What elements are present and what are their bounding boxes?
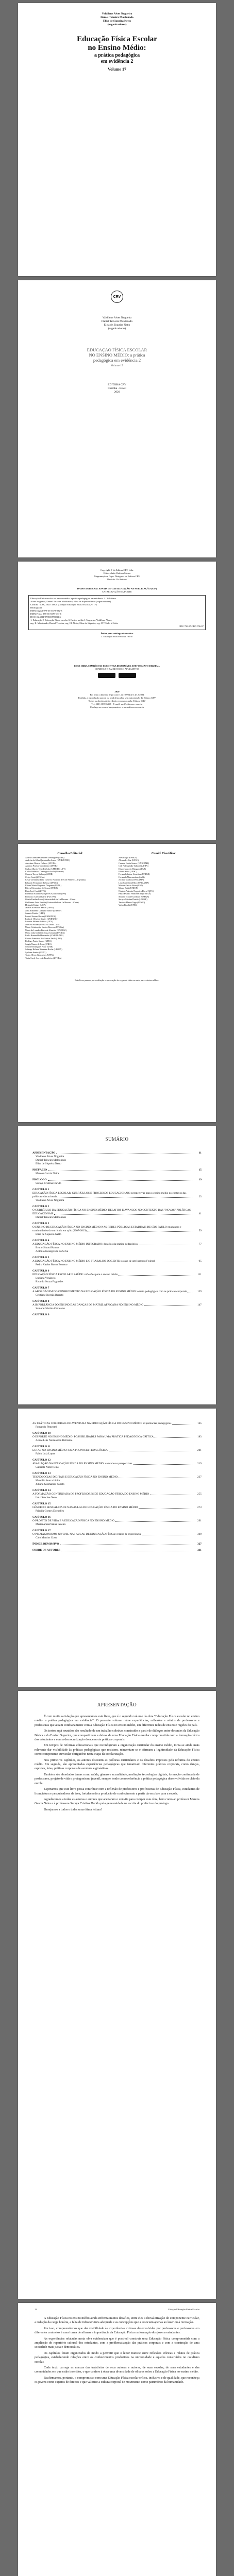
toc-entry[interactable] [32,1205,202,1209]
toc-entry-title: CAPÍTULO 1 [32,1188,49,1191]
council-member: Francisco Carlos Duarte (PUC-PR) [25,895,56,898]
toc-page-number: 219 [197,1462,202,1465]
toc-entry[interactable] [32,1269,202,1273]
toc-entry[interactable] [32,1303,202,1307]
editorial-council [25,852,115,959]
cover-subtitle-line1: a prática pedagógica [94,53,140,58]
toc-entry-title: EDUCACIONAIS [32,1212,54,1215]
toc-entry-title: Fernando Pimentel [36,1426,57,1429]
toc-title: SUMÁRIO [105,1137,129,1142]
toc-entry-title: CAPÍTULO 14 [32,1489,51,1492]
toc-entry[interactable] [32,1182,202,1185]
publisher-name: EDITORA CRV [108,383,126,386]
toc-entry[interactable] [32,1222,202,1226]
toc-entry-title: O PROTAGONISMO JUVENIL NAS AULAS DE EDUCAÇÃO FÍSICA: relatos de experiência [32,1533,141,1536]
toc-entry-title: Ricardo Souza Fagundes [36,1280,63,1283]
toc-entry-title: CAPÍTULO 13 [32,1472,51,1475]
toc-page-number: 291 [197,1519,202,1522]
body-paragraph: A Educação Física no ensino médio ainda enfrenta muitos desafios, entre eles a desvalorização do componente curricular, a redução da carga horária, a falta de infraestrutura adequada e as concepções que a associam apenas ao lazer ou à recreação. [35,2316,199,2325]
toc-entry[interactable] [32,1256,202,1260]
toc-entry-title: A EDUCAÇÃO FÍSICA NO ENSINO MÉDIO INTEGRADO: desafios da prática pedagógica [32,1243,138,1246]
toc-entry-title: O ENSINO DE EDUCAÇÃO FÍSICA NO ENSINO MÉDIO NAS REDES PÚBLICAS ESTADUAIS DE SÃO PAULO: mudanças e [32,1226,181,1229]
toc-entry[interactable] [32,1543,202,1546]
scientific-committee [119,852,209,959]
toc-entry-title: Elisa de Siqueira Netto [36,1233,61,1236]
toc-entry[interactable] [32,1489,202,1493]
toc-entry[interactable] [32,1195,202,1199]
body-paragraph: Esperamos que este livro possa contribuir com a reflexão de professores e professoras de Educação Física, estudantes de licenciatura e pesquisadores da área, fortalecendo a produção de conhecimento a partir da escola e para a escola. [35,1787,199,1795]
body-paragraph: Os textos aqui reunidos são resultado de um trabalho coletivo, construído a partir de diálogos entre docentes da Educação Básica e do Ensino Superior, que compartilham a defesa de uma Educação Física escolar comprometida com a formação crítica dos estudantes e com a democratização do acesso às práticas corporais. [35,1729,199,1742]
publisher-year: 2020 [114,391,120,394]
council-member: Marcos Garcia Neira (USP) [119,884,143,887]
toc-page-number: 147 [197,1303,202,1307]
toc-entry-title: O CURRÍCULO DA EDUCAÇÃO FÍSICA NO ENSINO MÉDIO: DESAFIOS E AVANÇOS NO CONTEXTO DAS "NOVAS" POLÍTICAS [32,1209,191,1212]
toc-entry-title: políticas educacionais [32,1195,57,1198]
legal-line: Proibida a reprodução parcial ou total desta obra sem autorização da Editora CRV [78,697,156,699]
council-member: Elenor Kunz (UFSC) [119,870,137,873]
toc-page-number: 23 [198,1195,202,1198]
toc-entry[interactable] [32,1290,202,1294]
body-paragraph: Agradecemos a todas as autoras e autores que aceitaram o convite para compor esta obra, bem como ao professor Marcos Garcia Neira e à professora Suraya Cristina Darido pela generosidade na escrita do prefácio e do prólogo. [35,1797,199,1806]
toc-entry[interactable] [32,1294,202,1297]
council-member: Alexandre Vaz (UFSC) [119,859,139,862]
council-member: Helmuth Krüger (UCP) [25,903,46,906]
council-member: Simone Rodrigues Pinto (UNB) [25,945,53,948]
toc-page-number: 111 [197,1273,202,1276]
revision-credit: Revisão: Os Autores [107,578,127,581]
presentation-page-continued [18,2303,216,2576]
toc-entry-title: Elisa de Siqueira Netto [36,1162,61,1165]
body-paragraph: Em tempos de reformas educacionais que reconfiguram a organização curricular do ensino médio, torna-se ainda mais relevante dar visibilidade às práticas pedagógicas que resistem, reinventam-se e afirmam a legitimidade da Educação Física como componente curricular obrigatório nesta etapa da escolarização. [35,1743,199,1756]
toc-entry-title: Suraya Cristina Darido [36,1182,61,1185]
toc-entry[interactable] [32,1188,202,1192]
toc-entry[interactable] [32,1445,202,1449]
toc-entry[interactable] [32,1273,202,1277]
toc-page-number: 129 [197,1290,202,1293]
toc-entry[interactable] [32,1529,202,1533]
toc-entry-title: TECNOLOGIAS DIGITAIS E EDUCAÇÃO FÍSICA NO ENSINO MÉDIO [32,1476,118,1479]
toc-entry-title: Daniel Teixeira Maldonado [36,1216,66,1219]
toc-entry-title: CAPÍTULO 10 [32,1432,51,1435]
running-header: Coleção Educação Física Escolar [168,2308,199,2311]
toc-page-number: 201 [197,1449,202,1452]
toc-entry[interactable] [32,1300,202,1303]
council-member: Jailson Alves dos Santos (UFRJ) [25,906,54,909]
toc-entry-title: CAPÍTULO 8 [32,1300,49,1303]
index-line: 1. Educação Física escolar 796.07 [101,635,133,638]
toc-entry[interactable] [32,1229,202,1233]
cip-line: DOI 10.24824/978655578031.6 [30,616,61,618]
rights-title: ESTA OBRA TAMBÉM SE ENCONTRA DISPONÍVEL EM FORMATO DIGITAL. [74,665,160,667]
index-title: Índice para catálogo sistemático [101,632,133,635]
council-member: Valter Bracht (UFES) [119,903,138,906]
toc-page-number: 237 [197,1476,202,1479]
cover-subtitle-line2: em evidência 2 [101,59,133,64]
toc-entry[interactable] [32,1502,202,1506]
copyright: Copyright © da Editora CRV Ltda. [100,569,134,571]
toc-entry-title: A ABORDAGEM DO CONHECIMENTO NA EDUCAÇÃO FÍSICA DO ENSINO MÉDIO: o trato pedagógico com as práticas corporais [32,1290,187,1293]
council-member: Andréia da Silva Quintanilha Sousa (UNIR/UFRN) [25,859,70,862]
toc-entry-title: A IMPORTÂNCIA DO ENSINO DAS DANÇAS DE MATRIZ AFRICANA NO ENSINO MÉDIO [32,1303,144,1307]
google-play-badge[interactable] [119,673,136,678]
toc-entry-title: CAPÍTULO 17 [32,1529,51,1532]
toc-page-number: 95 [198,1260,202,1263]
scientific-committee-title: Comitê Científico: [151,852,176,855]
council-member: Leonel Severo Rocha (UNISINOS) [25,914,56,918]
toc-entry-title: Mariana Sant'Anna Pereira [36,1523,66,1526]
council-member: Celi Nelza Zulke Taffarel (UFBA) [119,865,148,868]
council-member: Tarcísio Mauro Vago (UFMG) [119,901,145,904]
presentation-page [18,1691,216,2299]
toc-entry[interactable] [32,1439,202,1443]
council-member: Anselmo Alencar Colares (UFOPA) [25,861,57,865]
toc-entry[interactable] [32,1493,202,1496]
council-member: Marcelo Paixão (UFRJ e UTexas – US) [25,923,60,926]
council-member: Maria Cristina dos Santos Bezerra (UFSCar) [25,926,64,929]
cip-line: 1. Educação 2. Educação Física escolar 3. Ensino médio I. Nogueira, Valdilene Alves, [30,619,112,621]
toc-entry[interactable] [32,1516,202,1519]
body-paragraph: É com muita satisfação que apresentamos este livro, que é o segundo volume da obra "Educação Física escolar no ensino médio: a prática pedagógica em evidência". O presente volume reúne experiências, reflexões e relatos de professores e professoras que atuam cotidianamente com a Educação Física no ensino médio, em diferentes redes de ensino e regiões do país. [35,1715,199,1727]
publisher-city: Curitiba - Brasil [108,387,126,390]
toc-page-continued [18,1409,216,1687]
toc-page [18,1126,216,1404]
toc-entry[interactable] [32,1233,202,1236]
toc-page-number: 327 [197,1543,202,1546]
toc-entry-title: CAPÍTULO 4 [32,1239,49,1242]
toc-entry[interactable] [32,1199,202,1202]
toc-entry-title: Luciana Venâncio [36,1277,56,1280]
cover-volume: Volume 17 [108,67,126,72]
council-member: Guillermo Arias Beatón (Universidade de La Havana – Cuba) [25,901,79,904]
council-member: Fernando Mascarenhas (UnB) [119,875,145,878]
toc-entry[interactable] [32,1459,202,1462]
diagram-credit: Diagramação e Capa: Designers da Editora CRV [94,575,140,578]
toc-entry-title: CAPÍTULO 7 [32,1286,49,1290]
council-member: Elione Maria Nogueira Diogenes (UFAL) [25,884,61,887]
council-member: Lino Castellani Filho (UNICAMP) [119,881,149,884]
council-member: Lourdes Helena da Silva (UFV) [25,920,53,923]
toc-entry[interactable] [32,1496,202,1500]
rights-subtitle: CONHEÇA E BAIXE NOSSO APLICATIVO! [94,668,140,670]
toc-entry-title: Antonio Evangelista da Silva [36,1250,69,1253]
toc-page-number: 331 [197,1549,202,1552]
toc-entry-title: CAPÍTULO 2 [32,1205,49,1208]
toc-entry[interactable] [32,1226,202,1229]
body-paragraph: As experiências relatadas nesta obra evidenciam que é possível construir uma Educação Física comprometida com a ampliação do repertório cultural dos estudantes, com a problematização das práticas corporais e com a construção de uma sociedade mais justa e democrática. [35,2336,199,2349]
half-title-line1: EDUCAÇÃO FÍSICA ESCOLAR [87,347,147,352]
toc-entry-title: APRESENTAÇÃO [32,1151,56,1155]
toc-entry[interactable] [32,1250,202,1253]
toc-entry-title: CAPÍTULO 11 [32,1445,51,1448]
toc-entry[interactable] [32,1483,202,1486]
toc-entry[interactable] [32,1449,202,1452]
legal-line: Tel.: (41) 3039-6418 - E-mail: sac@editoracrv.com.br [91,703,143,705]
council-member: Antônio Pereira Gaio Júnior (UFRRJ) [25,865,58,868]
toc-entry-title: Valdilene Alves Nogueira [36,1199,64,1202]
toc-entry[interactable] [32,1506,202,1510]
toc-entry[interactable] [32,1510,202,1513]
cip-line: CDU 796.07 CDD 796.07 [178,625,204,628]
council-member: Cesar Gerónimo Tello (Univer. Nacional Três de Febrero – Argentina) [25,878,86,882]
toc-entry-title: Priscila Gomes Dornelles [36,1510,64,1513]
toc-entry[interactable] [32,1286,202,1290]
toc-entry[interactable] [32,1246,202,1250]
toc-entry[interactable] [32,1549,202,1552]
catalog-page [18,562,216,840]
council-member: Elizeu Clementino de Souza (UNEB) [25,887,58,890]
council-member: Aldira Guimarães Duarte Domínguez (UNB) [25,856,64,859]
toc-entry-title: Marcílio Souza Júnior [36,1479,60,1482]
cover-title-line2: no Ensino Médio: [88,44,146,52]
council-member: Paulo Evaldo Fensterseifer (UNIJUÍ) [119,892,151,895]
toc-entry-title: CAPÍTULO 6 [32,1269,49,1273]
toc-entry-title: CAPÍTULO 3 [32,1222,49,1225]
toc-entry[interactable] [32,1307,202,1311]
council-member: Rodrigo Pratte-Santos (UFES) [25,940,52,943]
editor: Editor-chefe: Railson Moura [103,572,131,574]
toc-entry[interactable] [32,1260,202,1263]
council-member: Solange Helena Ximenes-Rocha (UFOPA) [25,948,62,951]
editorial-council-title: Conselho Editorial: [57,852,83,855]
toc-entry[interactable] [32,1277,202,1280]
cover-author: Daniel Teixeira Maldonado [101,16,133,19]
cip-line: Bibliografia [30,606,42,609]
toc-entry[interactable] [32,1476,202,1479]
toc-entry-title: CAPÍTULO 15 [32,1502,51,1505]
toc-entry-title: O ESPORTE NO ENSINO MÉDIO: POSSIBILIDADES PARA UMA PRÁTICA PEDAGÓGICA CRÍTICA [32,1435,154,1438]
toc-entry-title: Daniel Teixeira Maldonado [36,1159,66,1162]
toc-entry[interactable] [32,1263,202,1267]
toc-page-number: 41 [198,1212,202,1215]
toc-entry-title: Fabio Luiz Lopes [36,1452,56,1455]
legal-line: Conheça os nossos lançamentos: www.editoracrv.com.br [90,706,144,708]
council-member: Mauro Betti (UNESP) [119,887,138,890]
body-paragraph: Por isso, compreendemos que dar visibilidade às experiências exitosas desenvolvidas por professores e professoras em diferentes contextos é uma forma de afirmar a importância da Educação Física na formação dos jovens estudantes. [35,2326,199,2335]
toc-entry-title: André Luis Normanton Beltrame [36,1439,73,1442]
half-title-line2: NO ENSINO MÉDIO: a prática [89,352,145,358]
toc-entry-title: Pedro Xavier Russo Bonetto [36,1263,68,1266]
council-member: Alex Fraga (UFRGS) [119,856,138,859]
toc-entry-title: Bruno Sinotti Ramos [36,1246,59,1249]
toc-entry-title: EDUCAÇÃO FÍSICA ESCOLAR, CURRÍCULOS E PROCESSOS EDUCACIONAIS: perspectivas para o ensino médio no contexto das [32,1192,187,1195]
toc-entry-title: CAPÍTULO 9 [32,1313,49,1316]
toc-entry[interactable] [32,1313,202,1317]
toc-entry[interactable] [32,1280,202,1284]
toc-entry-title: Samara Cristina Cavaleiro [36,1307,65,1310]
body-paragraph: Cada texto carrega as marcas das trajetórias de seus autores e autoras, de suas escolas, de seus estudantes e das comunidades em que estão inseridos, o que confere à obra uma diversidade de olhares sobre a Educação Física no ensino médio. [35,2366,199,2374]
toc-entry-title: ÍNDICE REMISSIVO [32,1543,59,1546]
toc-entry[interactable] [32,1472,202,1476]
toc-entry-title: O PROJETO DE VIDA E A EDUCAÇÃO FÍSICA NO ENSINO MÉDIO [32,1519,115,1522]
half-title-author: Valdilene Alves Nogueira [102,316,132,319]
toc-entry-title: Marcos Garcia Neira [36,1172,59,1175]
toc-entry[interactable] [32,1533,202,1536]
toc-entry-title: Cristiane Negrão Barreto [36,1294,64,1297]
toc-entry-title: A FORMAÇÃO CONTINUADA DE PROFESSORES DE EDUCAÇÃO FÍSICA DO ENSINO MÉDIO [32,1493,149,1496]
toc-entry[interactable] [32,1178,202,1182]
toc-entry[interactable] [32,1192,202,1195]
toc-entry[interactable] [32,1172,202,1176]
publisher-logo: CRV [111,291,123,303]
toc-entry[interactable] [32,1536,202,1540]
toc-page-number: 77 [198,1243,202,1246]
toc-entry[interactable] [32,1239,202,1243]
council-member: Tania Suely Azevedo Brasileiro (UFOPA) [25,956,62,959]
body-paragraph: Reafirmamos, portanto, o compromisso com uma Educação Física escolar crítica, inclusiva e de qualidade, que reconheça os jovens como sujeitos de direitos e que valorize a cultura corporal de movimento como patrimônio da humanidade. [35,2376,199,2384]
council-member: Élsio José Corá (UFFS) [25,889,46,892]
council-page [18,844,216,1122]
cip-line: Educação Física escolar no ensino médio: a prática pedagógica em evidência 2 / Valdilene [30,597,116,600]
council-member: Gloria Fariñas León (Universidade de La Havana – Cuba) [25,898,76,901]
cip-box [28,595,206,630]
council-member: Carmen Lúcia Soares (UNICAMP) [119,861,149,865]
toc-entry-title: SOBRE OS AUTORES [32,1549,60,1552]
toc-entry[interactable] [32,1462,202,1466]
body-paragraph: Os capítulos foram organizados de modo a permitir que o leitor transite entre reflexões teóricas e relatos de prática pedagógica, estabelecendo relações entre os conhecimentos produzidos na universidade e aqueles construídos no cotidiano escolar. [35,2351,199,2364]
toc-page-number: 183 [197,1435,202,1438]
page-number: 12 [35,2308,37,2311]
toc-entry[interactable] [32,1422,202,1426]
council-member: Maria Lília Imbiriba Sousa Colares (UFOPA) [25,931,65,934]
cover-page [18,3,216,276]
toc-entry-title: continuidades do currículo em ação (2007-2019) [32,1229,87,1232]
toc-entry-title: Caio Martins Costa [36,1536,57,1539]
council-member: Carlos Federico Dominguez Avila (Unieuro) [25,870,64,873]
half-title-role: (organizadores) [108,327,126,330]
toc-entry-title: CAPÍTULO 12 [32,1459,51,1462]
toc-entry-title: Valdilene Alves Nogueira [36,1155,64,1158]
cip-line: org. II. Maldonado, Daniel Teixeira, org. III. Netto, Elisa de Siqueira, org. IV. Título V. Série [30,622,119,624]
council-member: Edson Marcelo Húngaro (UnB) [119,867,146,870]
app-store-badge[interactable] [98,673,115,678]
toc-page-number: 59 [198,1229,202,1232]
council-member: Nivaldo Antonio Nogueira David (UFG) [119,889,154,892]
toc-entry-title: A EDUCAÇÃO FÍSICA NO ENSINO MÉDIO E O TRABALHO DOCENTE: o caso de um Instituto Federal [32,1260,155,1263]
toc-entry[interactable] [32,1159,202,1162]
council-member: Carlos Alberto Vilar Estêvão (UMINHO – PT) [25,867,66,870]
council-member: Sérgio Nunes de Jesus (IFRO) [25,942,52,945]
toc-entry-title: PREFÁCIO [32,1168,47,1172]
council-member: Josania Portela (UFPI) [25,912,45,915]
cip-line: Curitiba : CRV, 2020. 338 p. (Coleção Educação Física Escolar, v. 17) [30,603,97,606]
council-member: Tadeu Oliver Gonçalves (UFPA) [25,954,54,957]
cip-title: DADOS INTERNACIONAIS DE CATALOGAÇÃO NA PUBLICAÇÃO (CIP) [77,587,157,590]
toc-entry[interactable] [32,1155,202,1159]
cover-role: (organizadores) [107,23,127,26]
toc-entry[interactable] [32,1151,202,1155]
legal-line: Todos os direitos desta edição reservados pela: Editora CRV [88,700,146,702]
council-member: Celso Conti (UFSCar) [25,875,45,878]
cip-line: Alves Nogueira, Daniel Teixeira Maldonado, Elisa de Siqueira Netto (organizadores) – [30,600,113,603]
toc-entry[interactable] [32,1479,202,1483]
council-member: Paulo Romualdo Hernandes (UNIFAL-MG) [25,934,64,937]
cip-subtitle: CATALOGAÇÃO NA FONTE [102,590,132,593]
toc-entry[interactable] [32,1216,202,1219]
half-title-author: Daniel Teixeira Maldonado [101,320,133,323]
toc-page-number: 165 [197,1422,202,1425]
toc-entry[interactable] [32,1212,202,1216]
council-member: Eduardo Fernandes Barbosa (UFMG) [25,881,58,884]
toc-entry-title: AVALIAÇÃO NA EDUCAÇÃO FÍSICA DO ENSINO MÉDIO: caminhos e perspectivas [32,1462,132,1465]
toc-entry-title: CAPÍTULO 5 [32,1256,49,1259]
toc-page-number: 19 [198,1178,202,1181]
cover-author: Valdilene Alves Nogueira [102,12,132,15]
council-member: Jocimar Daolio (UNICAMP) [119,878,144,882]
toc-page-number: 255 [197,1493,202,1496]
half-title-volume: Volume 17 [111,364,123,367]
cip-line: ISBN Físico 978-65-5578-031-6 [30,613,61,615]
legal-line: Foi feito o depósito legal conf. Lei 10.994 de 14/12/2004 [90,693,144,696]
half-title-line3: pedagógica em evidência 2 [93,358,141,363]
toc-entry-title: Luiz Sanches Neto [36,1496,57,1499]
council-member: Renato Francisco dos Santos Paula (UFG) [25,937,62,940]
toc-entry[interactable] [32,1466,202,1469]
half-title-author: Elisa de Siqueira Netto [104,324,130,327]
toc-entry-title: AS PRÁTICAS CORPORAIS DE AVENTURA NA EDUCAÇÃO FÍSICA DO ENSINO MÉDIO: experiências pedagógicas [32,1422,172,1425]
toc-entry[interactable] [32,1162,202,1166]
toc-entry[interactable] [32,1243,202,1246]
cover-title-line1: Educação Física Escolar [77,35,157,43]
body-paragraph: Nos primeiros capítulos, os autores discutem as políticas curriculares e os desafios impostos pela reforma do ensino médio. Em seguida, são apresentadas experiências pedagógicas que tematizam diferentes práticas corporais, como danças, esportes, lutas, práticas corporais de aventura e ginásticas. [35,1758,199,1771]
council-member: Lídia de Oliveira Xavier (UNIEURO) [25,917,58,920]
toc-entry-title: PRÓLOGO [32,1178,47,1181]
body-paragraph: Também são abordados temas como saúde, gênero e sexualidade, avaliação, tecnologias digitais, formação continuada de professores, projeto de vida e protagonismo juvenil, sempre tendo como referência a prática pedagógica desenvolvida no chão da escola. [35,1772,199,1785]
peer-review-note: Este livro passou por avaliação e aprovação às cegas de dois ou mais pareceristas ad hoc. [75,979,159,981]
toc-entry[interactable] [32,1435,202,1439]
half-title-page [18,280,216,557]
toc-entry-title: EDUCAÇÃO FÍSICA ESCOLAR E SAÚDE: reflexões para o ensino médio [32,1273,118,1276]
council-member: Carmen Tereza Velanga (UNIR) [25,873,53,876]
toc-entry[interactable] [32,1168,202,1172]
council-member: Fernando Jaime González (UNIJUÍ) [119,873,150,876]
catalog-year: 2020 [114,690,120,693]
toc-page-number: 15 [198,1168,202,1172]
council-member: Maria de Lourdes Pinto de Almeida (UNOESC) [25,928,67,931]
council-member: Fernando Antônio Gonçalves Alcoforado (IPB) [25,892,66,895]
cover-author: Elisa de Siqueira Netto [103,20,131,23]
toc-entry-title: GÊNERO E SEXUALIDADE NAS AULAS DE EDUCAÇÃO FÍSICA DO ENSINO MÉDIO [32,1506,138,1509]
body-paragraph: Desejamos a todos e todas uma ótima leitura! [44,1807,102,1811]
council-member: Sydione Santos (UEPG) [25,951,46,954]
toc-entry-title: CAPÍTULO 16 [32,1516,51,1519]
council-member: João Adalberto Campato Junior (UNESP) [25,909,62,912]
toc-page-number: 11 [198,1151,202,1155]
presentation-title: APRESENTAÇÃO [97,1702,137,1707]
toc-entry-title: Gabriela Nobre Bins [36,1466,59,1469]
toc-page-number: 273 [197,1506,202,1509]
toc-entry[interactable] [32,1519,202,1523]
toc-entry[interactable] [32,1523,202,1527]
toc-entry[interactable] [32,1426,202,1429]
council-member: Suraya Cristina Darido (UNESP) [119,898,147,901]
toc-page-number: 309 [197,1533,202,1536]
cip-line: ISBN Digital 978-65-5578-032-3 [30,609,62,612]
council-member: Silvana Vilodre Goellner (UFRGS) [119,895,149,898]
toc-entry[interactable] [32,1432,202,1435]
toc-entry-title: LUTAS NO ENSINO MÉDIO: UMA PROPOSTA PEDAGÓGICA [32,1449,108,1452]
toc-entry[interactable] [32,1209,202,1212]
toc-entry[interactable] [32,1452,202,1456]
toc-entry-title: Juliana Guimarães Saneto [36,1483,64,1486]
